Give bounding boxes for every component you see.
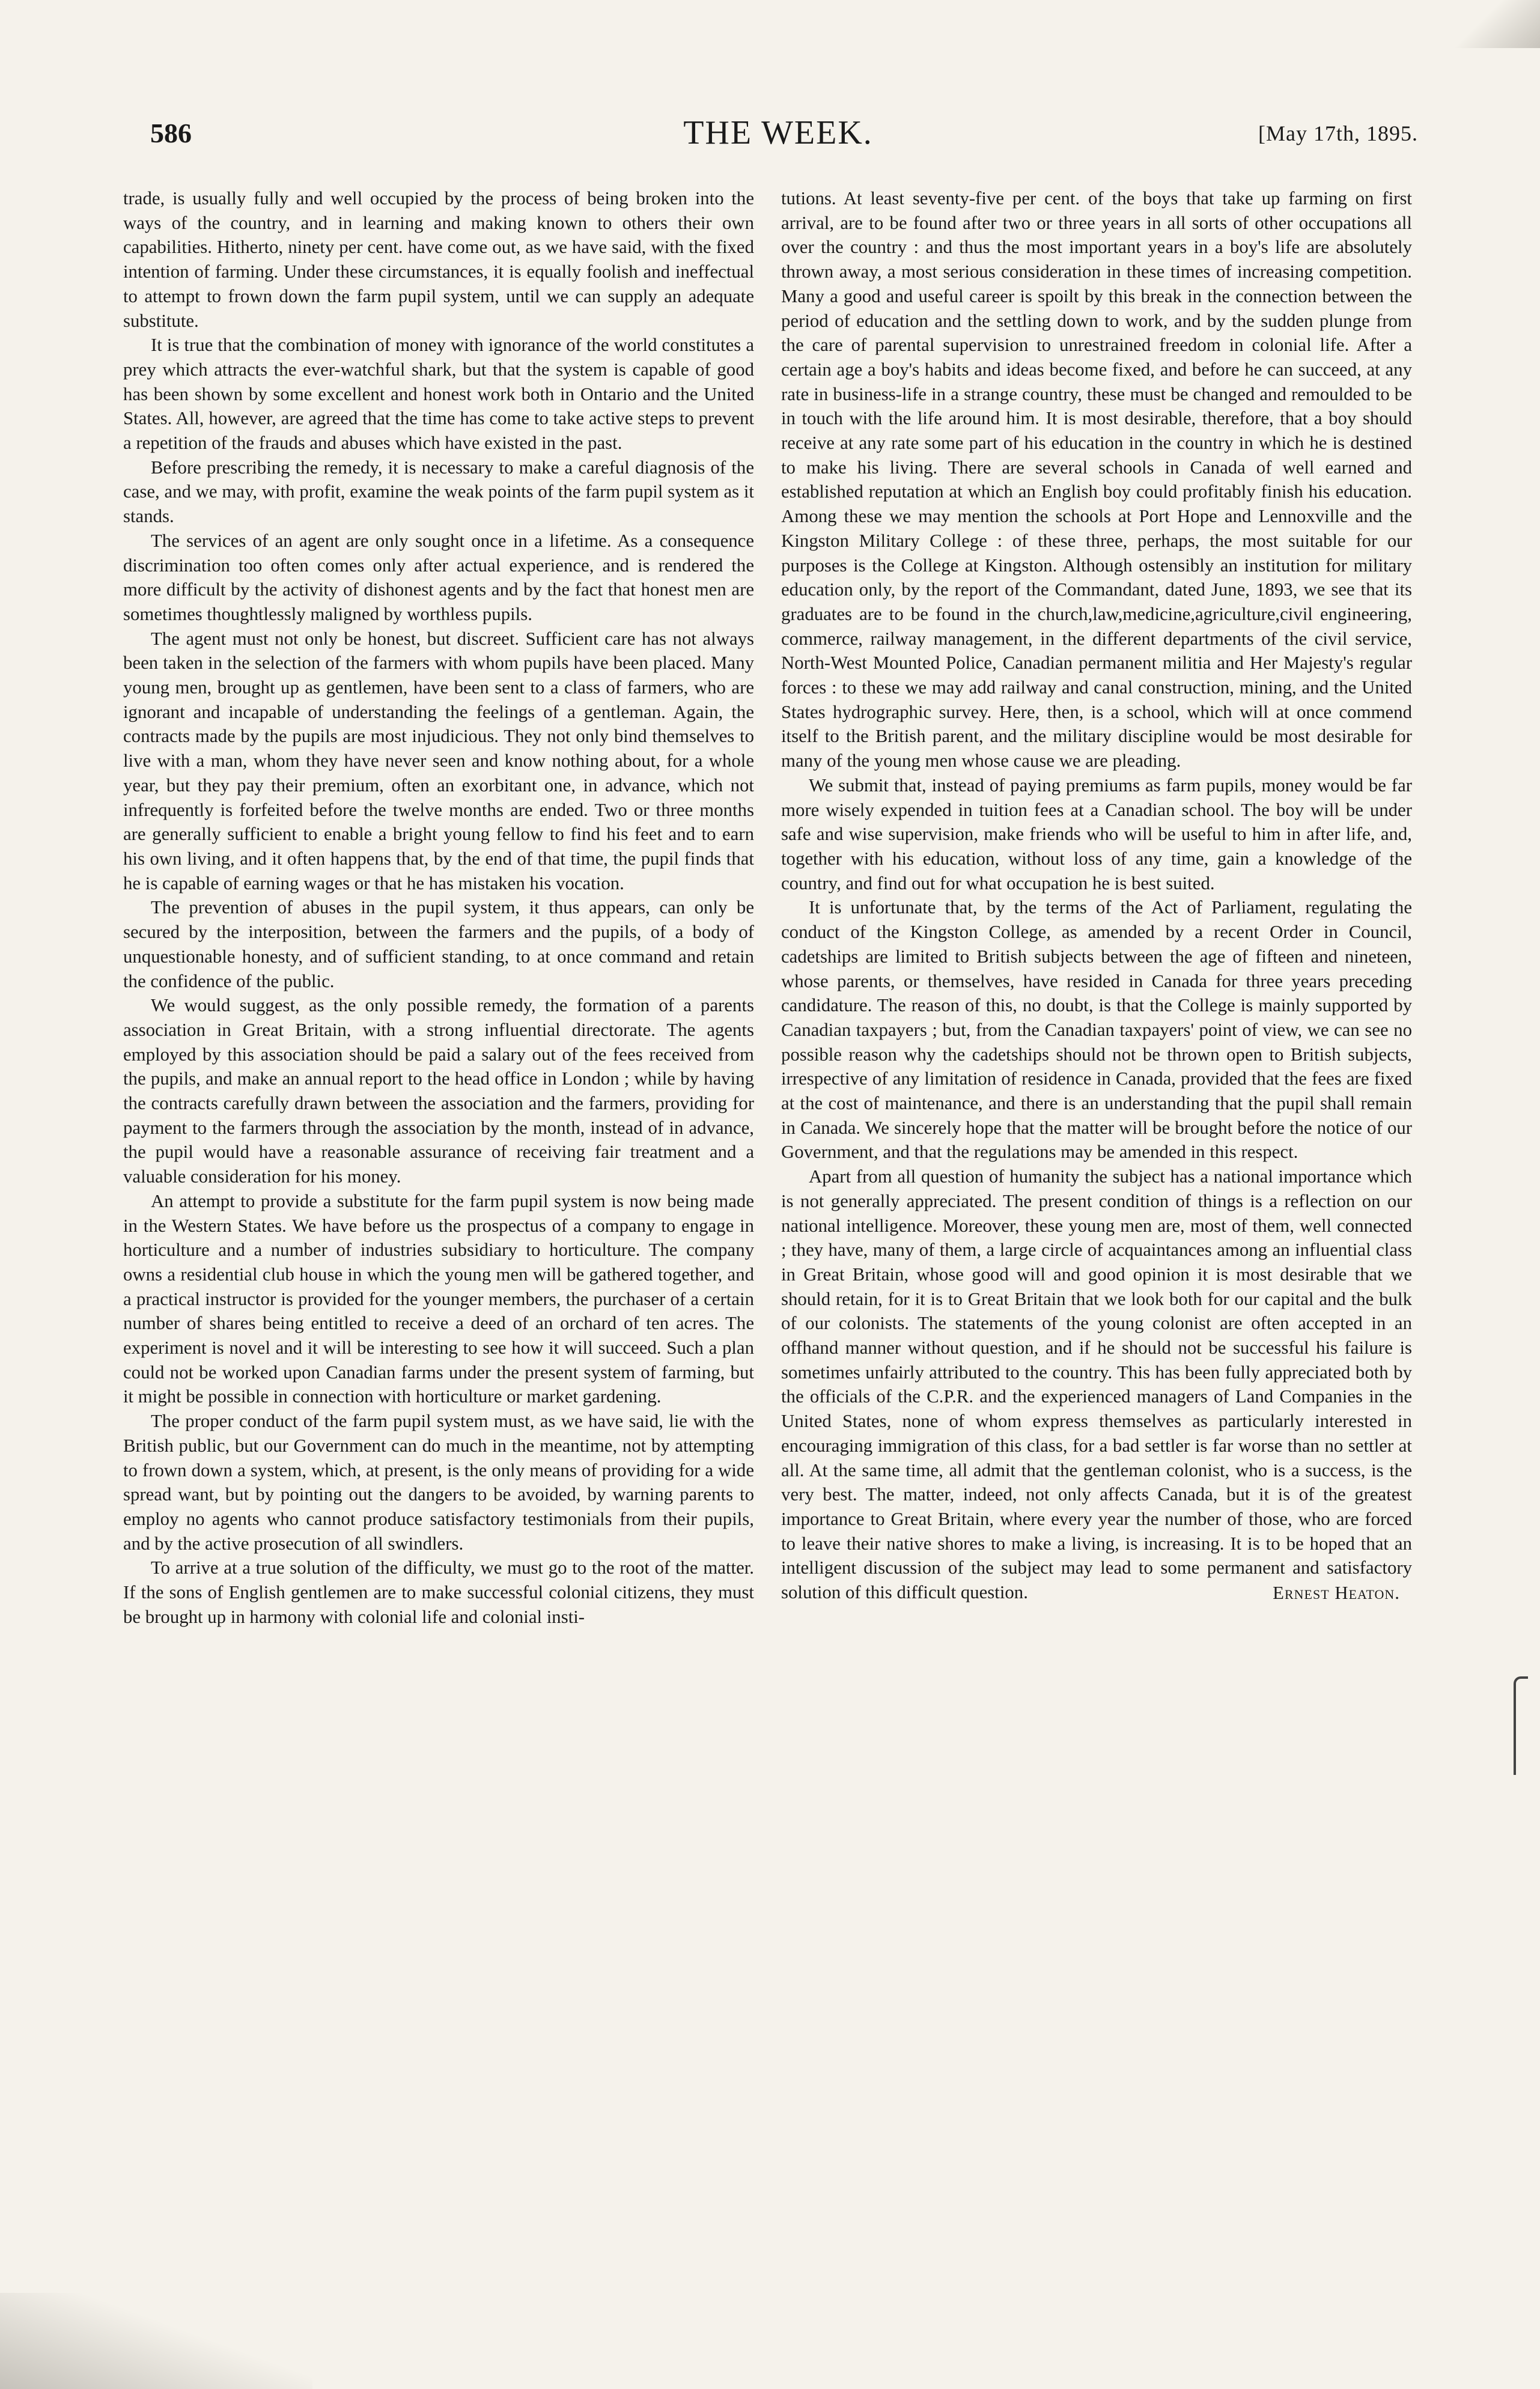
paragraph: We submit that, instead of paying premiums as farm pupils, money would be far more wisely expended in tuition fees at a Canadian school. The boy will be under safe and wise supervision, make friends who will be useful to him in after life, and, together with his education, without loss of any time, gain a knowledge of the country, and find out for what occupation he is best suited. [781, 775, 1412, 893]
journal-title: THE WEEK. [683, 114, 873, 151]
author-signature: Ernest Heaton. [1273, 1582, 1400, 1603]
right-column [781, 186, 1412, 1605]
scan-edge-shadow-bottom [0, 2293, 312, 2389]
paragraph: To arrive at a true solution of the difficulty, we must go to the root of the matter. If the sons of English gentlemen are to make successful colonial citizens, they must be brought up in harmony with colonial life and colonial insti- [123, 1557, 754, 1627]
paragraph: Before prescribing the remedy, it is necessary to make a careful diagnosis of the case, and we may, with profit, examine the weak points of the farm pupil system as it stands. [123, 457, 754, 527]
issue-date: [May 17th, 1895. [1258, 121, 1418, 145]
paragraph: The proper conduct of the farm pupil system must, as we have said, lie with the British public, but our Government can do much in the meantime, not by attempting to frown down a system, which, at present, is the only means of providing for a wide spread want, but by pointing out the dangers to be avoided, by warning parents to employ no agents who cannot produce satisfactory testimonials from their pupils, and by the active prosecution of all swindlers. [123, 1411, 754, 1554]
paragraph: The agent must not only be honest, but discreet. Sufficient care has not always been taken in the selection of the farmers with whom pupils have been placed. Many young men, brought up as gentlemen, have been sent to a class of farmers, who are ignorant and incapable of understanding the feelings of a gentleman. Again, the contracts made by the pupils are most injudicious. They not only bind themselves to live with a man, whom they have never seen and know nothing about, for a whole year, but they pay their premium, often an exorbitant one, in advance, which not infrequently is forfeited before the twelve months are ended. Two or three months are generally sufficient to enable a bright young fellow to find his feet and to earn his own living, and it often happens that, by the end of that time, the pupil finds that he is capable of earning wages or that he has mistaken his vocation. [123, 628, 754, 893]
paragraph: It is true that the combination of money with ignorance of the world constitutes a prey which attracts the ever-watchful shark, but that the system is capable of good has been shown by some excellent and honest work both in Ontario and the United States. All, however, are agreed that the time has come to take active steps to prevent a repetition of the frauds and abuses which have existed in the past. [123, 335, 754, 454]
paragraph: The prevention of abuses in the pupil system, it thus appears, can only be secured by the interposition, between the farmers and the pupils, of a body of unquestionable honesty, and of sufficient standing, to at once command and retain the confidence of the public. [123, 897, 754, 991]
paragraph: It is unfortunate that, by the terms of the Act of Parliament, regulating the conduct of the Kingston College, as amended by a recent Order in Council, cadetships are limited to British subjects between the age of fifteen and nineteen, whose parents, or themselves, have resided in Canada for three years preceding candidature. The reason of this, no doubt, is that the College is mainly supported by Canadian taxpayers ; but, from the Canadian taxpayers' point of view, we can see no possible reason why the cadetships should not be thrown open to British subjects, irrespective of any limitation of residence in Canada, provided that the fees are fixed at the cost of maintenance, and there is an understanding that the pupil shall remain in Canada. We sincerely hope that the matter will be brought before the notice of our Government, and that the regulations may be amended in this respect. [781, 897, 1412, 1163]
paragraph: The services of an agent are only sought once in a lifetime. As a consequence discrimination too often comes only after actual experience, and is rendered the more difficult by the activity of dishonest agents and by the fact that honest men are sometimes thoughtlessly maligned by worthless pupils. [123, 530, 754, 624]
left-column [123, 186, 754, 1629]
page-number: 586 [150, 118, 192, 148]
paragraph: tutions. At least seventy-five per cent. of the boys that take up farming on first arrival, are to be found after two or three years in all sorts of other occupations all over the country : and thus the most important years in a boy's life are absolutely thrown away, a most serious consideration in these times of increasing competition. Many a good and useful career is spoilt by this break in the connection between the period of education and the settling down to work, and by the sudden plunge from the care of parental supervision to unrestrained freedom in colonial life. After a certain age a boy's habits and ideas become fixed, and before he can succeed, at any rate in business-life in a strange country, these must be changed and remoulded to be in touch with the life around him. It is most desirable, therefore, that a boy should receive at any rate some part of his education in the country in which he is destined to make his living. There are several schools in Canada of well earned and established reputation at which an English boy could profitably finish his education. Among these we may mention the schools at Port Hope and Lennoxville and the Kingston Military College : of these three, perhaps, the most suitable for our purposes is the College at Kingston. Although ostensibly an institution for military education only, by the report of the Commandant, dated June, 1893, we see that its graduates are to be found in the church,law,medicine,agriculture,civil engineering, commerce, railway management, in the different departments of the civil service, North-West Mounted Police, Canadian permanent militia and Her Majesty's regular forces : to these we may add railway and canal construction, mining, and the United States hydrographic survey. Here, then, is a school, which will at once commend itself to the British parent, and the military discipline would be most desirable for many of the young men whose cause we are pleading. [781, 188, 1412, 771]
margin-mark [1514, 1676, 1528, 1775]
paragraph: Apart from all question of humanity the subject has a national importance which is not generally appreciated. The present condition of things is a reflection on our national intelligence. Moreover, these young men are, most of them, well connected ; they have, many of them, a large circle of acquaintances among an influential class in Great Britain, whose good will and good opinion it is most desirable that we should retain, for it is to Great Britain that we look both for our capital and the bulk of our colonists. The statements of the young colonist are often accepted in an offhand manner without question, and if he should not be successful his failure is sometimes unfairly attributed to the country. This has been fully appreciated both by the officials of the C.P.R. and the experienced managers of Land Companies in the United States, none of whom express themselves as particularly interested in encouraging immigration of this class, for a bad settler is far worse than no settler at all. At the same time, all admit that the gentleman colonist, who is a success, is the very best. The matter, indeed, not only affects Canada, but it is of the greatest importance to Great Britain, where every year the number of those, who are forced to leave their native shores to make a living, is increasing. It is to be hoped that an intelligent discussion of the subject may lead to some permanent and satisfactory solution of this difficult question. [781, 1166, 1412, 1603]
scan-edge-shadow [1444, 0, 1540, 48]
paragraph: An attempt to provide a substitute for the farm pupil system is now being made in the Western States. We have before us the prospectus of a company to engage in horticulture and a number of industries subsidiary to horticulture. The company owns a residential club house in which the young men will be gathered together, and a practical instructor is provided for the younger members, the purchaser of a certain number of shares being entitled to receive a deed of an orchard of ten acres. The experiment is novel and it will be interesting to see how it will succeed. Such a plan could not be worked upon Canadian farms under the present system of farming, but it might be possible in connection with horticulture or market gardening. [123, 1190, 754, 1407]
paragraph: trade, is usually fully and well occupied by the process of being broken into the ways of the country, and in learning and making known to others their own capabilities. Hitherto, ninety per cent. have come out, as we have said, with the fixed intention of farming. Under these circumstances, it is equally foolish and ineffectual to attempt to frown down the farm pupil system, until we can supply an adequate substitute. [123, 188, 754, 331]
paragraph: We would suggest, as the only possible remedy, the formation of a parents association in Great Britain, with a strong influential directorate. The agents employed by this association should be paid a salary out of the fees received from the pupils, and make an annual report to the head office in London ; while by having the contracts carefully drawn between the association and the farmers, providing for payment to the farmers through the association by the month, instead of in advance, the pupil would have a reasonable assurance of receiving fair treatment and a valuable consideration for his money. [123, 995, 754, 1187]
page-header [138, 114, 1418, 165]
